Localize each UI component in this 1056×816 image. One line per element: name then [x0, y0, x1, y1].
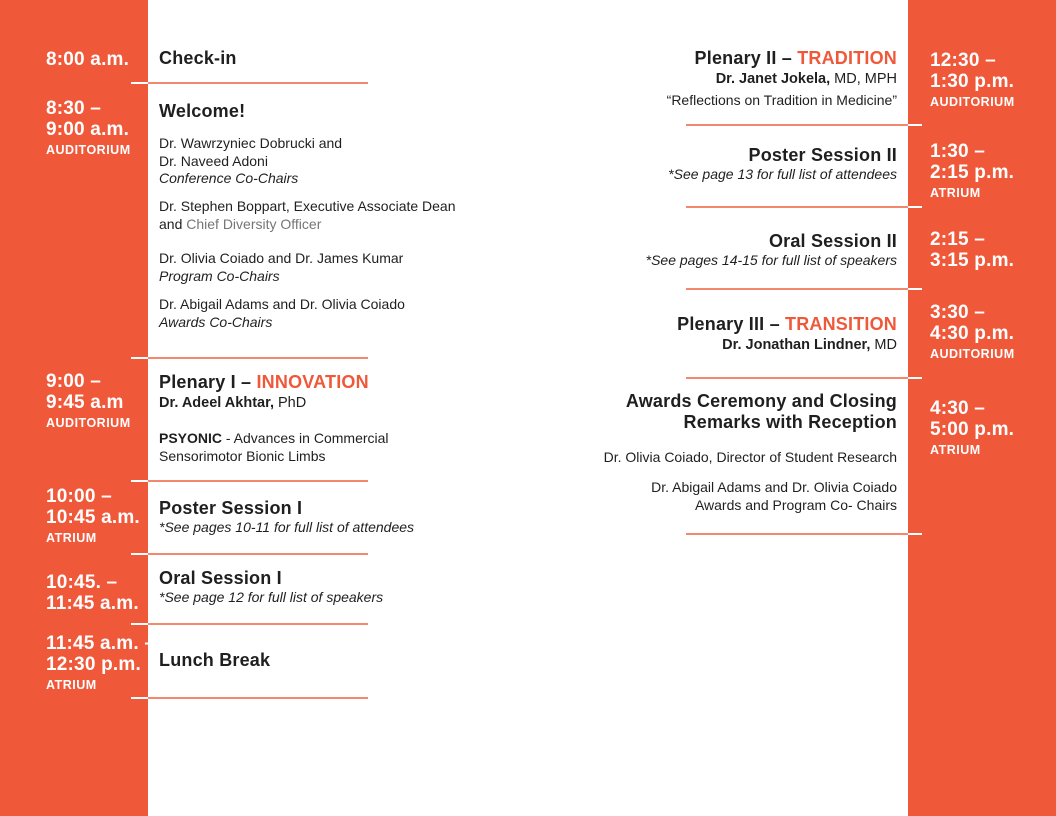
speaker-name: Dr. Janet Jokela, — [715, 71, 831, 87]
divider-right-3 — [686, 288, 922, 290]
speaker-name: Dr. Adeel Akhtar, — [159, 395, 274, 411]
time-line: 12:30 p.m. — [46, 653, 141, 675]
speaker-degree: MD, MPH — [830, 71, 897, 87]
session-poster2-title: Poster Session II — [748, 145, 897, 165]
time-slot-oral2 — [930, 230, 1014, 271]
plenary2-speaker — [716, 71, 897, 88]
time-line: 4:30 p.m. — [930, 322, 1015, 344]
room-label: AUDITORIUM — [46, 143, 131, 157]
welcome-dean-paragraph — [159, 198, 456, 233]
time-line: 12:30 – — [930, 50, 996, 71]
room-label: AUDITORIUM — [930, 347, 1015, 361]
poster2-note: *See page 13 for full list of attendees — [668, 166, 897, 182]
time-line: 11:45 a.m. — [46, 592, 139, 614]
divider-right-5 — [686, 533, 922, 535]
speaker-line: Dr. Wawrzyniec Dobrucki and — [159, 135, 343, 151]
time-line: 3:30 – — [930, 302, 986, 323]
divider-right-2 — [686, 206, 922, 208]
time-slot-poster2 — [930, 142, 1014, 200]
time-line: 11:45 a.m. – — [46, 633, 156, 654]
role-line: Awards and Program Co- Chairs — [694, 496, 897, 513]
time-line: 10:45. – — [46, 572, 118, 593]
talk-company: PSYONIC — [159, 430, 223, 446]
speaker-line: Dr. Naveed Adoni — [159, 152, 268, 169]
divider-right-4 — [686, 377, 922, 379]
time-line: 1:30 – — [930, 141, 986, 162]
time-line: 2:15 – — [930, 229, 986, 250]
time-slot-plenary1 — [46, 372, 131, 430]
poster1-note: *See pages 10-11 for full list of attendees — [159, 519, 415, 535]
time-line: 2:15 p.m. — [930, 161, 1015, 183]
divider-left-6 — [131, 697, 368, 699]
time-line: 9:00 a.m. — [46, 118, 130, 140]
speaker-degree: PhD — [273, 395, 307, 411]
role-gray-part: Chief Diversity Officer — [186, 215, 322, 232]
speaker-name: Dr. Jonathan Lindner, — [722, 337, 871, 353]
session-oral2-title: Oral Session II — [768, 231, 897, 251]
speaker-degree: MD — [870, 337, 897, 353]
session-checkin-title: Check-in — [159, 48, 237, 68]
welcome-program-paragraph — [159, 250, 403, 285]
oral1-note: *See page 12 for full list of speakers — [159, 589, 384, 605]
session-oral1-title: Oral Session I — [159, 568, 282, 588]
talk-title-part: - Advances in Commercial — [222, 430, 389, 446]
time-line: 5:00 p.m. — [930, 418, 1015, 440]
title-accent-text: TRANSITION — [785, 314, 897, 334]
divider-left-5 — [131, 623, 368, 625]
time-slot-awards — [930, 399, 1014, 457]
room-label: ATRIUM — [930, 443, 981, 457]
time-line: 8:30 – — [46, 98, 102, 119]
time-line: 3:15 p.m. — [930, 249, 1015, 271]
speaker-line: Dr. Olivia Coiado and Dr. James Kumar — [159, 250, 404, 266]
role-line: Conference Co-Chairs — [159, 170, 299, 186]
oral2-note: *See pages 14-15 for full list of speakers — [645, 252, 897, 268]
room-label: ATRIUM — [46, 531, 97, 545]
divider-left-4 — [131, 553, 368, 555]
time-slot-plenary2 — [930, 51, 1015, 109]
time-line: 9:45 a.m — [46, 391, 124, 413]
divider-left-3 — [131, 480, 368, 482]
time-slot-lunch — [46, 634, 155, 692]
time-line: 1:30 p.m. — [930, 70, 1015, 92]
welcome-awards-paragraph — [159, 296, 405, 331]
plenary1-speaker — [159, 395, 306, 412]
welcome-cochairs-paragraph — [159, 135, 342, 188]
time-line: 4:30 – — [930, 398, 986, 419]
time-slot-welcome — [46, 99, 131, 157]
time-line: 8:00 a.m. — [46, 49, 130, 70]
plenary2-talk-title: “Reflections on Tradition in Medicine” — [666, 92, 897, 108]
time-line: 10:45 a.m. — [46, 506, 140, 528]
room-label: AUDITORIUM — [930, 95, 1015, 109]
session-plenary2-title — [695, 48, 897, 69]
role-line: Awards Co-Chairs — [159, 313, 273, 330]
title-accent-text: INNOVATION — [256, 372, 369, 392]
time-slot-plenary3 — [930, 303, 1015, 361]
time-slot-checkin — [46, 50, 129, 71]
awards-director-line: Dr. Olivia Coiado, Director of Student Research — [603, 449, 897, 465]
title-text: Plenary III – — [677, 314, 785, 334]
divider-left-2 — [131, 357, 368, 359]
time-slot-oral1 — [46, 573, 139, 614]
divider-left-1 — [131, 82, 368, 84]
title-line: Remarks with Reception — [683, 411, 897, 432]
title-text: Plenary I – — [159, 372, 257, 392]
plenary1-talk — [159, 430, 389, 465]
time-line: 10:00 – — [46, 486, 112, 507]
session-plenary3-title — [677, 314, 897, 335]
speaker-line: Dr. Stephen Boppart, Executive Associate Dean — [159, 198, 456, 214]
title-accent-text: TRADITION — [797, 48, 897, 68]
title-line: Awards Ceremony and Closing — [625, 391, 897, 411]
room-label: AUDITORIUM — [46, 416, 131, 430]
awards-cochairs-paragraph — [651, 479, 897, 514]
title-text: Plenary II – — [694, 48, 798, 68]
session-lunch-title: Lunch Break — [159, 650, 271, 670]
speaker-line: Dr. Abigail Adams and Dr. Olivia Coiado — [159, 296, 405, 312]
room-label: ATRIUM — [46, 678, 97, 692]
session-plenary1-title — [159, 372, 369, 393]
session-welcome-title: Welcome! — [159, 101, 246, 121]
speaker-line — [159, 216, 456, 234]
talk-line: Sensorimotor Bionic Limbs — [159, 447, 326, 464]
role-line: Program Co-Chairs — [159, 267, 280, 284]
divider-right-1 — [686, 124, 922, 126]
session-awards-title — [626, 391, 897, 432]
time-slot-poster1 — [46, 487, 140, 545]
plenary3-speaker — [722, 337, 897, 354]
time-line: 9:00 – — [46, 371, 102, 392]
room-label: ATRIUM — [930, 186, 981, 200]
role-dark-part: and — [159, 215, 187, 232]
speaker-line: Dr. Abigail Adams and Dr. Olivia Coiado — [651, 479, 897, 495]
session-poster1-title: Poster Session I — [159, 498, 303, 518]
talk-line — [159, 430, 389, 448]
